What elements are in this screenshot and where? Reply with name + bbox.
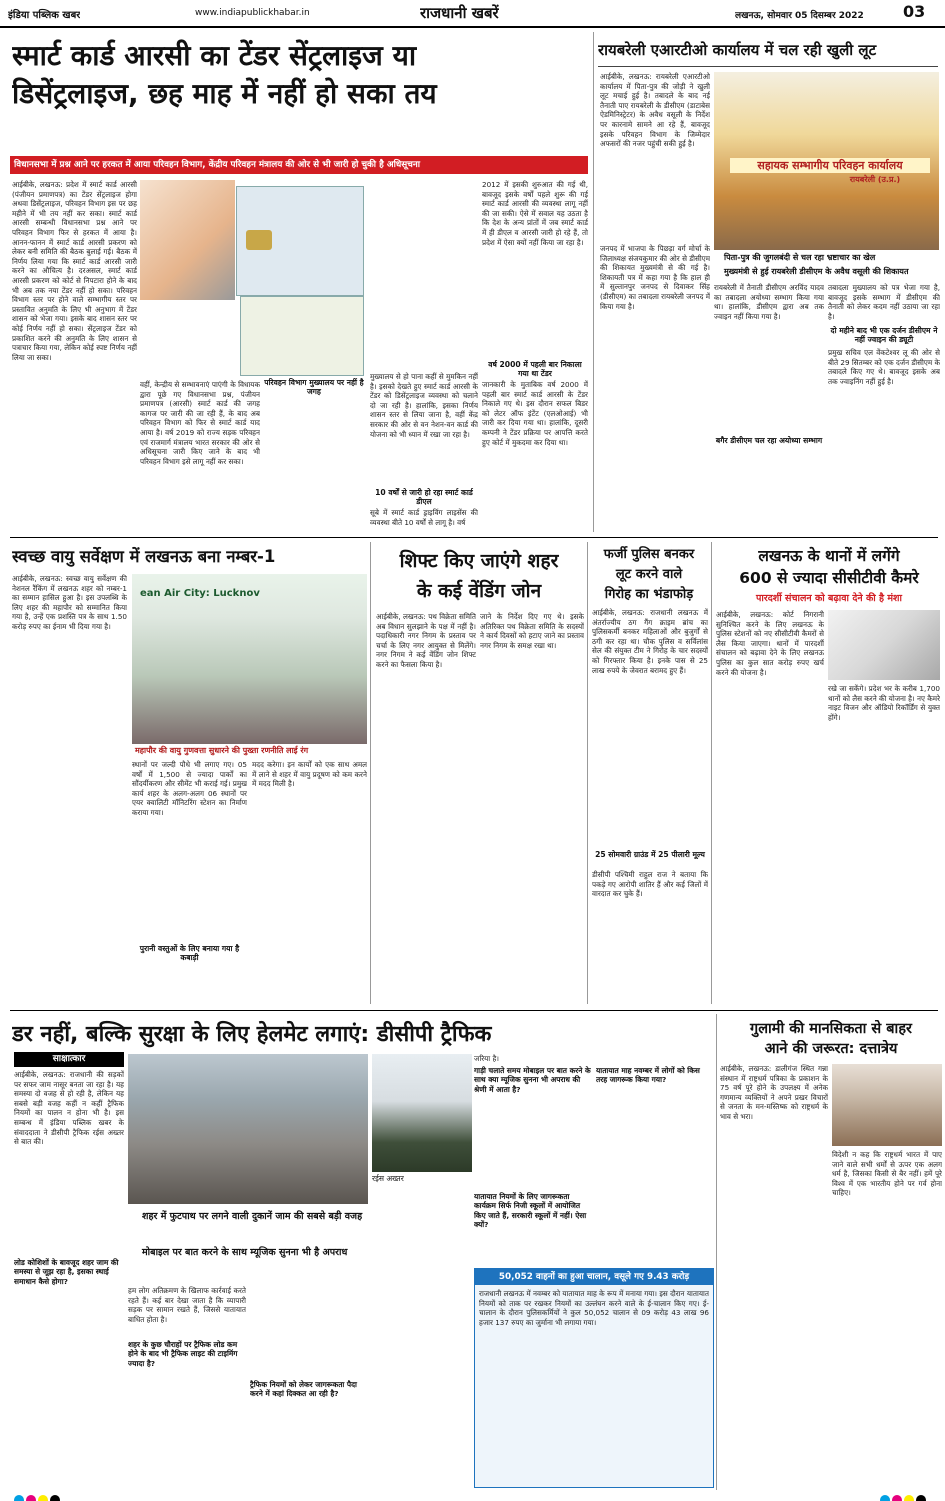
story7-col1b xyxy=(14,1300,124,1486)
story5-col1: आईबीके, लखनऊ: राजधानी लखनऊ में अंतर्राज्यीय ठग गैंग क्राइम ब्रांच का पुलिसकर्मी बनकर महिलाओं और बुजुर्गों से ठगी कर रहा था। चौक पुलिस व सर्विलांस सेल की संयुक्त टीम ने गिरोह के चार सदस्यों को गिरफ्तार किया है। इनके पास से 25 लाख रुपये के जेवरात बरामद हुए हैं। xyxy=(592,608,708,675)
divider xyxy=(598,66,938,67)
story7-question3: ट्रैफिक नियमों को लेकर जागरूकता पैदा करने में कहां दिक्कत आ रही है? xyxy=(250,1380,357,1399)
story6-headline-line2: 600 से ज्यादा सीसीटीवी कैमरे xyxy=(739,569,919,587)
story7-col1: आईबीके, लखनऊ: राजधानी की सड़कों पर सफर जाम नासूर बनता जा रहा है। यह समस्या दो वजह से हो रही है, लेकिन यह सबसे बड़ी वजह कहीं न कहीं ट्रैफिक नियमों का पालन न होना भी है। इस सम्बन्ध में इंडिया पब्लिक खबर के संवाददाता ने डीसीपी ट्रैफिक रईस अख्तर से बात की। xyxy=(14,1070,124,1147)
traffic-jam-photo xyxy=(128,1054,368,1204)
story7-question6: यातायात माह नवम्बर में लोगों को किस तरह जागरूक किया गया? xyxy=(596,1066,700,1085)
story1-col3-cont xyxy=(264,396,364,530)
air-survey-caption: महापौर की वायु गुणवत्ता सुधारने की पुख्ता रणनीति लाई रंग xyxy=(132,744,367,757)
dcp-traffic-portrait xyxy=(372,1054,472,1172)
divider xyxy=(10,537,938,538)
divider xyxy=(716,1014,717,1490)
registration-card-chip-icon xyxy=(246,230,272,250)
story5-headline-line1: फर्जी पुलिस बनकर xyxy=(603,547,695,562)
story8-col2: विदेशी न कह कि राष्ट्रधर्म भारत में पाए जाने वाले सभी धर्मों से ऊपर एक अलग धर्म है, जिसका किसी से बैर नहीं। हमें पूरे विश्व में एक भारतीय होने पर गर्व होना चाहिए। xyxy=(832,1150,942,1198)
air-survey-photo-banner: ean Air City: Lucknov xyxy=(140,588,260,599)
story1-col1: आईबीके, लखनऊ: प्रदेश में स्मार्ट कार्ड आरसी (पंजीयन प्रमाणपत्र) का टेंडर सेंट्रलाइज होगा अथवा डिसेंट्रलाइज, परिवहन विभाग इस पर छह महीने में भी तय नहीं कर सका। स्मार्ट कार्ड आरसी सम्बन्धी विधानसभा प्रश्न आने पर परिवहन विभाग फिर से हरकत में आया है। आनन-फानन में स्मार्ट कार्ड आरसी प्रकरण को लेकर बनी समिति की बैठक बुलाई गई। बैठक में निर्णय लिया गया कि स्मार्ट कार्ड आरसी जारी करने का औचित्य है। दरअसल, स्मार्ट कार्ड आरसी प्रकरण को कोर्ट से निपटारा होने के बाद भी अब तक नया टेंडर नहीं हो सका। परिवहन विभाग स्तर पर होने वाले सम्भागीय स्तर पर प्रस्तावित अनुमति के लिए भी अनुभाग में टेंडर शासन को भेजा गया। इसके बाद शासन स्तर पर कोई निर्णय नहीं हो सका। सेंट्रलाइज टेंडर को प्रकाशित करने की अनुमति के लिए शासन से पत्राचार किया गया, लेकिन कोई स्पष्ट निर्णय नहीं लिया जा सका। xyxy=(12,180,137,362)
story3-col1: आईबीके, लखनऊ: स्वच्छ वायु सर्वेक्षण की नेशनल रैंकिंग में लखनऊ शहर को नम्बर-1 का सम्मान हासिल हुआ है। इस उपलब्धि के लिए शहर की महापौर को सम्मानित किया गया है, उन्हें एक प्रशस्ति पत्र के साथ 1.50 करोड़ रुपए का ईनाम भी दिया गया है। xyxy=(12,574,127,631)
story1-col2: वहीं, केन्द्रीय से सम्भावनाएं पाएंगी के विधायक द्वारा पूछे गए विधानसभा प्रश्न, पंजीयन प्रमाणपत्र (आरसी) स्मार्ट कार्ड की जगह कागज पर जारी की जा रही हैं, के बाद अब परिवहन विभाग को फिर से स्मार्ट कार्ड याद आया है। वर्ष 2019 को राज्य सड़क परिवहन एवं राजमार्ग मंत्रालय भारत सरकार की ओर से अधिसूचना जारी किए जाने के बाद भी परिवहन विभाग इसे लागू नहीं कर सका। xyxy=(140,380,260,466)
story2-col4b: प्रमुख सचिव एल वेंकटेश्वर लू की ओर से बीते 29 सितम्बर को एक दर्जन डीसीएम के तबादले किए गए थे। बावजूद इसके अब तक ज्वाइनिंग नहीं हुई है। xyxy=(828,348,940,386)
story1-col4b: जानकारी के मुताबिक वर्ष 2000 में पहली बार स्मार्ट कार्ड आरसी के टेंडर निकाले गए थे। इस दौरान सफल बिडर को लेटर ऑफ इंटेंट (एलओआई) भी जारी कर दिया गया था। हालांकि, दूसरी कम्पनी ने टेंडर प्रक्रिया पर आपत्ति करते हुए कोर्ट में मुकदमा कर दिया था। xyxy=(482,380,588,447)
story6-col2: रखे जा सकेंगे। प्रदेश भर के करीब 1,700 थानों को लैस करने की योजना है। नए कैमरे नाइट विजन और ऑडियो रिकॉर्डिंग से युक्त होंगे। xyxy=(828,684,940,722)
story6-strap: पारदर्शी संचालन को बढ़ावा देने की है मंशा xyxy=(756,593,902,604)
story3-col2b xyxy=(132,962,247,1004)
story2-col4: तबादला मुख्यालय को पत्र भेजा गया है, बावजूद इसके सम्भाग में डीसीएम की तैनाती को लेकर कदम नहीं उठाया जा रहा है। xyxy=(828,283,940,321)
story7-col3: जरिया है। xyxy=(474,1054,499,1063)
car-key-photo xyxy=(140,180,235,300)
dateline: लखनऊ, सोमवार 05 दिसम्बर 2022 xyxy=(735,11,864,21)
story2-col1: आईबीके, लखनऊ: रायबरेली एआरटीओ कार्यालय में पिता-पुत्र की जोड़ी ने खुली लूट मचाई हुई है। तबादले के बाद नई तैनाती पाए रायबरेली के डीसीएम (डाटाबेस ऐडमिनिस्ट्रेटर) के अवैध वसूली के निर्देश पर कारनामे सामने आ रहे हैं, बावजूद इसके परिवहन विभाग के जिम्मेदार अफसरों की नजर पहुंची सकी हुई है। xyxy=(600,72,710,149)
print-registration-marks-right xyxy=(880,1490,940,1501)
air-survey-award-photo xyxy=(132,574,367,744)
story1-col4: 2012 में इसकी शुरुआत की गई थी, बावजूद इसके वर्षों पहले शुरू की गई स्मार्ट कार्ड आरसी की व्यवस्था लागू नहीं की जा सकी। ऐसे में सवाल यह उठता है कि देश के अन्य प्रांतों में जब स्मार्ट कार्ड में ही डीएल व आरसी जारी हो रहे हैं, तो प्रदेश में ऐसा क्यों नहीं किया जा रहा है। xyxy=(482,180,588,247)
masthead xyxy=(0,0,945,28)
divider xyxy=(10,1010,938,1011)
story3-subhead1: पुरानी वस्तुओं के लिए बनाया गया है कबाड़ी xyxy=(139,944,240,962)
story2-bullet1: पिता-पुत्र की जुगलबंदी से चल रहा भ्रष्टाचार का खेल xyxy=(724,253,876,262)
story5-col2: डीसीपी पश्चिमी राहुल राज ने बताया कि पकड़े गए आरोपी शातिर हैं और कई जिलों में वारदात कर चुके हैं। xyxy=(592,870,708,899)
divider xyxy=(587,542,588,1004)
story7-col4 xyxy=(596,1100,712,1260)
masthead-url[interactable]: www.indiapublickhabar.in xyxy=(195,8,310,18)
story1-strap: विधानसभा में प्रश्न आने पर हरकत में आया परिवहन विभाग, केंद्रीय परिवहन मंत्रालय की ओर से भी जारी हो चुकी है अधिसूचना xyxy=(10,156,588,174)
story5-subhead1: 25 सोमवारी ग्राउंड में 25 पीलारी मूल्य xyxy=(595,850,705,859)
dcp-portrait-caption: रईस अख्तर xyxy=(372,1174,404,1183)
story7-col2: हम लोग अतिक्रमण के खिलाफ कार्रवाई करते रहते हैं। कई बार देखा जाता है कि व्यापारी सड़क पर सामान रखते हैं, जिससे यातायात बाधित होता है। xyxy=(128,1286,246,1324)
story7-col2b xyxy=(128,1378,246,1486)
story7-col3b xyxy=(474,1106,592,1190)
challan-box-title: 50,052 वाहनों का हुआ चालान, वसूले गए 9.43 करोड़ xyxy=(475,1269,713,1285)
section-title: राजधानी खबरें xyxy=(420,4,499,22)
story1-col3b: सूबे में स्मार्ट कार्ड ड्राइविंग लाइसेंस की व्यवस्था बीते 10 वर्षों से लागू है। वर्ष xyxy=(370,508,478,527)
story6-col1: आईबीके, लखनऊ: कोर्ट निगरानी सुनिश्चित करने के लिए लखनऊ के पुलिस स्टेशनों को नए सीसीटीवी कैमरों से लैस किया जाएगा। थानों में पारदर्शी संचालन को बढ़ावा देने के लिए लखनऊ पुलिस का कुल सात करोड़ रुपए खर्च करने की योजना है। xyxy=(716,610,824,677)
page-number: 03 xyxy=(903,2,926,21)
story7-question1: लोड कोशिशों के बावजूद शहर जाम की समस्या से जूझ रहा है, इसका स्थाई समाधान कैसे होगा? xyxy=(14,1258,119,1286)
divider xyxy=(711,542,712,1004)
story5-headline-line2: लूट करने वाले xyxy=(615,567,683,582)
story2-col3b xyxy=(714,456,824,532)
story8-headline-line2: आने की जरूरत: दत्तात्रेय xyxy=(764,1041,898,1057)
story4-col2: जाने के निर्देश दिए गए थे। इसके अतिरिक्त पथ विक्रेता समिति के सदस्यों ने कार्य दिवसों को हटाए जाने का प्रस्ताव नगर निगम के समक्ष रखा था। xyxy=(480,612,584,650)
story7-question5: यातायात नियमों के लिए जागरूकता कार्यक्रम सिर्फ निजी स्कूलों में आयोजित किए जाते हैं, सरकारी स्कूलों में नहीं। ऐसा क्यों? xyxy=(474,1192,587,1230)
registration-card-back-photo xyxy=(240,296,364,376)
rashtradharm-event-photo xyxy=(832,1064,942,1146)
story7-headline: डर नहीं, बल्कि सुरक्षा के लिए हेलमेट लगाएं: डीसीपी ट्रैफिक xyxy=(12,1022,492,1047)
story1-subhead2: 10 वर्षों से जारी हो रहा स्मार्ट कार्ड डीएल xyxy=(375,488,473,506)
story3-col3: मदद करेगा। इन कार्यों को एक साथ अमल में लाने से शहर में वायु प्रदूषण को कम करने में मदद मिली है। xyxy=(252,760,367,789)
story7-bullet2: मोबाइल पर बात करने के साथ म्यूजिक सुनना भी है अपराध xyxy=(142,1247,348,1258)
story2-subhead1: बगैर डीसीएम चल रहा अयोध्या सम्भाग xyxy=(715,436,823,445)
story2-col2: जनपद में भाजपा के पिछड़ा वर्ग मोर्चा के जिलाध्यक्ष संजयकुमार की ओर से डीसीएम की शिकायत मुख्यमंत्री से की गई है। शिकायती पत्र में कहा गया है कि हाल ही में सुल्तानपुर जनपद से दिवाकर सिंह (डीसीएम) का तबादला रायबरेली जनपद में किया गया है। xyxy=(600,244,710,311)
story2-col3: रायबरेली में तैनाती डीसीएम अरविंद यादव का तबादला अयोध्या सम्भाग किया गया था। हालांकि, डीसीएम द्वारा अब तक ज्वाइन नहीं किया गया है। xyxy=(714,283,824,321)
story5-headline-line3: गिरोह का भंडाफोड़ xyxy=(604,587,694,602)
story7-question4: गाड़ी चलाते समय मोबाइल पर बात करने के साथ क्या म्यूजिक सुनना भी अपराध की श्रेणी में आता है? xyxy=(474,1066,591,1094)
story4-headline-line2: के कई वेंडिंग जोन xyxy=(416,580,542,602)
story2-headline: रायबरेली एआरटीओ कार्यालय में चल रही खुली लूट xyxy=(598,41,877,59)
cctv-camera-photo xyxy=(828,610,940,680)
story7-bullet1: शहर में फुटपाथ पर लगने वाली दुकानें जाम की सबसे बड़ी वजह xyxy=(142,1211,363,1222)
interview-label: साक्षात्कार xyxy=(14,1052,124,1067)
rto-office-sign-sub: रायबरेली (उ.प्र.) xyxy=(849,175,901,184)
story8-col1: आईबीके, लखनऊ: डालीगंज स्थित गन्ना संस्थान में राष्ट्रधर्म पत्रिका के प्रकाशन के 75 वर्ष पूरे होने के उपलक्ष्य में अनेक गणमान्य व्यक्तियों ने अपने प्रखर विचारों से जनता के मन-मस्तिष्क को राष्ट्रधर्म के भाव से भरा। xyxy=(720,1064,828,1121)
masthead-paper-name: इंडिया पब्लिक खबर xyxy=(8,10,81,21)
challan-stats-box xyxy=(474,1268,714,1488)
story1-headline-line1: स्मार्ट कार्ड आरसी का टेंडर सेंट्रलाइज या xyxy=(12,39,417,72)
story2-subhead2: दो महीने बाद भी एक दर्जन डीसीएम ने नहीं ज्वाइन की ड्यूटी xyxy=(830,326,938,344)
story4-headline-line1: शिफ्ट किए जाएंगे शहर xyxy=(399,550,559,572)
challan-box-text: राजधानी लखनऊ में नवम्बर को यातायात माह के रूप में मनाया गया। इस दौरान यातायात नियमों को ताक पर रखकर नियमों का उल्लंघन करने वाले के ई-चालान किए गए। ई-चालान के दौरान पुलिसकर्मियों ने कुल 50,052 चालान से 09 करोड़ 43 लाख 96 हजार 137 रुपए का जुर्माना भी लगाया गया। xyxy=(479,1289,709,1327)
story6-headline-line1: लखनऊ के थानों में लगेंगे xyxy=(758,547,900,565)
story1-headline-line2: डिसेंट्रलाइज, छह माह में नहीं हो सका तय xyxy=(12,77,437,110)
divider xyxy=(593,32,594,532)
story3-col2: स्थानों पर जल्दी पौधे भी लगाए गए। 05 वर्षों में 1,500 से ज्यादा पार्कों का सौंदर्यीकरण और सीमेंट भी कराई गई। प्रमुख कार्य शहर के अलग-अलग 06 स्थानों पर एयर क्वालिटी मॉनिटरिंग स्टेशन का निर्माण कराया गया। xyxy=(132,760,247,817)
story7-question2: शहर के कुछ चौराहों पर ट्रैफिक लोड कम होने के बाद भी ट्रैफिक लाइट की टाइमिंग ज्यादा है? xyxy=(128,1340,238,1368)
story1-subhead1: परिवहन विभाग मुख्यालय पर नहीं है जगह xyxy=(264,378,364,396)
story2-bullet2: मुख्यमंत्री से हुई रायबरेली डीसीएम के अवैध वसूली की शिकायत xyxy=(724,267,909,276)
story8-headline-line1: गुलामी की मानसिकता से बाहर xyxy=(750,1021,912,1037)
story1-subhead3: वर्ष 2000 में पहली बार निकाला गया था टेंडर xyxy=(488,360,582,378)
print-registration-marks-left xyxy=(14,1490,94,1501)
divider xyxy=(370,542,371,1004)
rto-office-sign: सहायक सम्भागीय परिवहन कार्यालय xyxy=(730,158,930,173)
story1-col3: मुख्यालय से हो पाना कहीं से मुमकिन नहीं है। इसको देखते हुए स्मार्ट कार्ड आरसी के टेंडर को डिसेंट्रलाइज व्यवस्था को चलाने दो जा रही है। हालांकि, इसका निर्णय शासन स्तर से लिया जाना है, वहीं केंद्र सरकार की ओर से वन नेशन-वन कार्ड की योजना को भी ध्यान में रखा जा रहा है। xyxy=(370,372,478,439)
story4-col1: आईबीके, लखनऊ: पथ विक्रेता समिति अब विधान सुलझाने के पक्ष में नहीं है। पदाधिकारी नगर निगम के प्रस्ताव पर चर्चा के लिए नगर आयुक्त से मिलेंगे। नगर निगम ने कई वेंडिंग जोन शिफ्ट करने का फैसला किया है। xyxy=(376,612,476,669)
story3-headline: स्वच्छ वायु सर्वेक्षण में लखनऊ बना नम्बर-1 xyxy=(12,547,276,566)
